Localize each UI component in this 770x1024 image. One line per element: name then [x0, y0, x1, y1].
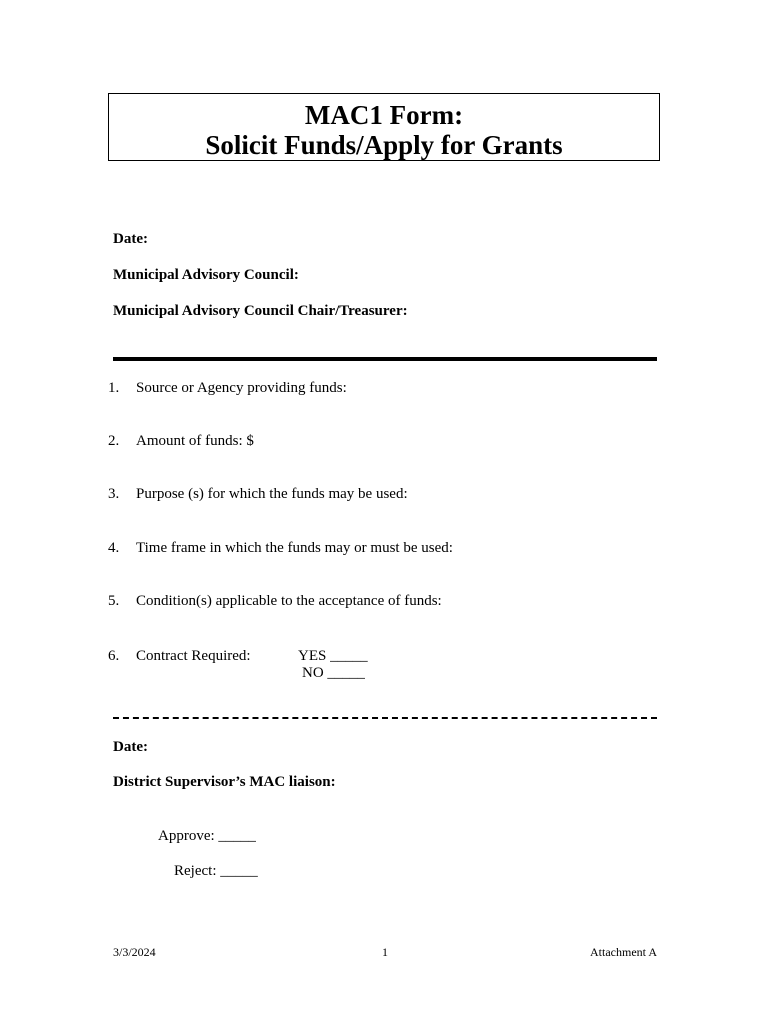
footer-date: 3/3/2024 — [113, 945, 156, 959]
item-number: 3. — [108, 486, 120, 502]
item-text: Contract Required: — [136, 648, 251, 664]
item-number: 5. — [108, 593, 120, 609]
approve-option[interactable]: Approve: _____ — [158, 828, 256, 844]
date-label: Date: — [113, 231, 148, 247]
item-text: Purpose (s) for which the funds may be used: — [136, 486, 408, 502]
form-title-line2: Solicit Funds/Apply for Grants — [205, 130, 563, 160]
item-number: 4. — [108, 540, 120, 556]
item-text: Source or Agency providing funds: — [136, 380, 347, 396]
item-number: 2. — [108, 433, 120, 449]
contract-no-option[interactable]: NO _____ — [302, 665, 365, 681]
footer-page-number: 1 — [382, 945, 388, 959]
item-purpose — [108, 486, 408, 503]
form-title-box — [108, 93, 660, 161]
item-contract-required — [108, 648, 251, 665]
section-divider — [113, 357, 657, 361]
footer-attachment: Attachment A — [590, 945, 657, 959]
form-title-line1: MAC1 Form: — [304, 100, 464, 130]
item-source — [108, 380, 347, 397]
item-time-frame — [108, 540, 453, 557]
liaison-date-label: Date: — [113, 739, 148, 755]
council-label: Municipal Advisory Council: — [113, 267, 299, 283]
item-text: Time frame in which the funds may or must be used: — [136, 540, 453, 556]
item-number: 1. — [108, 380, 120, 396]
item-number: 6. — [108, 648, 120, 664]
supervisor-liaison-label: District Supervisor’s MAC liaison: — [113, 774, 336, 790]
reject-option[interactable]: Reject: _____ — [174, 863, 258, 879]
contract-yes-option[interactable]: YES _____ — [298, 648, 368, 664]
dashed-divider — [113, 717, 657, 719]
item-amount — [108, 433, 254, 450]
item-conditions — [108, 593, 442, 610]
item-text: Condition(s) applicable to the acceptance of funds: — [136, 593, 442, 609]
item-text: Amount of funds: $ — [136, 433, 254, 449]
chair-treasurer-label: Municipal Advisory Council Chair/Treasurer: — [113, 303, 408, 319]
